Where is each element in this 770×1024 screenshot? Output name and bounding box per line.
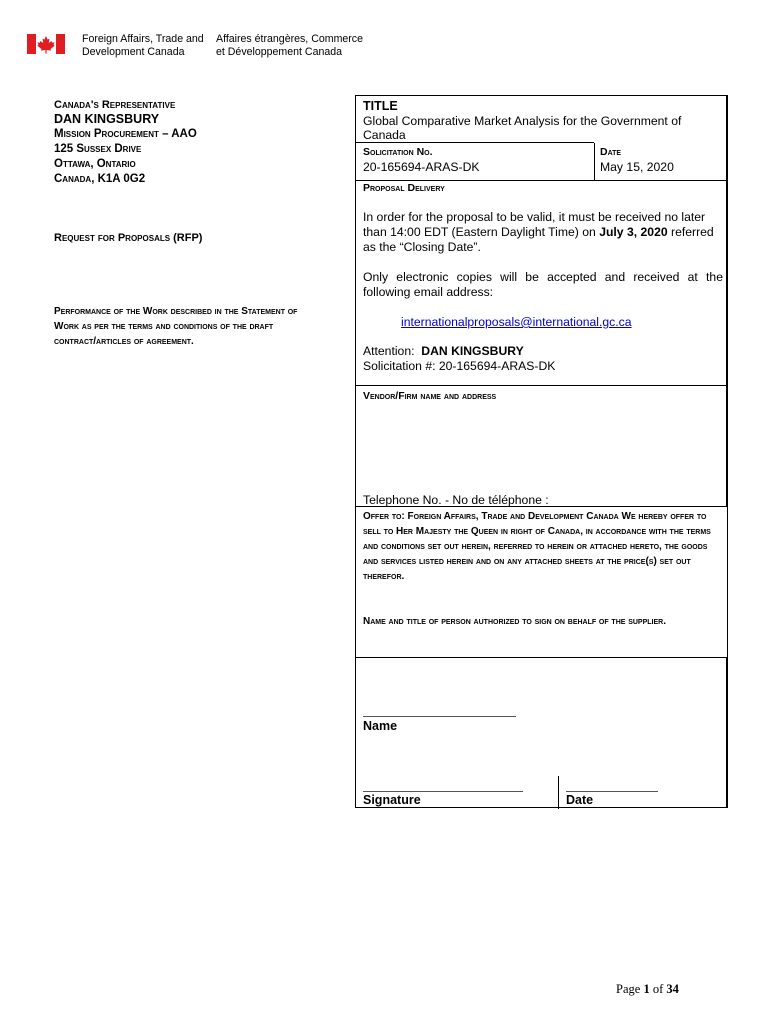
delivery-text: In order for the proposal to be valid, it must be received no later than 14:00 EDT (Eastern Daylight Time) on xyxy=(363,210,706,239)
address-line: Canada, K1A 0G2 xyxy=(54,173,146,185)
vendor-label: Vendor/Firm name and address xyxy=(363,390,497,402)
department-name-french xyxy=(216,33,363,59)
attention-block xyxy=(363,344,555,374)
telephone-field[interactable]: Telephone No. - No de téléphone : xyxy=(363,493,549,507)
proposal-email-link[interactable]: internationalproposals@international.gc.ca xyxy=(401,315,632,329)
date-sign-label: Date xyxy=(566,793,594,807)
department-name-english xyxy=(82,33,204,59)
delivery-text: referred as the “Closing Date”. xyxy=(363,225,714,254)
name-line[interactable] xyxy=(363,716,516,717)
vendor-section xyxy=(355,385,728,507)
electronic-copies-note: Only electronic copies will be accepted and received at the following email address: xyxy=(363,270,723,299)
address-line: Mission Procurement – AAO xyxy=(54,128,197,140)
proposal-delivery-label: Proposal Delivery xyxy=(363,182,445,194)
closing-date: July 3, 2020 xyxy=(599,225,668,239)
date-value: May 15, 2020 xyxy=(600,160,674,174)
signature-label: Signature xyxy=(363,793,421,807)
delivery-instructions xyxy=(363,210,723,255)
name-label: Name xyxy=(363,719,398,733)
date-label: Date xyxy=(600,146,622,158)
attention-name: DAN KINGSBURY xyxy=(421,344,524,358)
divider xyxy=(594,143,595,181)
dept-en-line1: Foreign Affairs, Trade and xyxy=(82,33,204,45)
page-of: of xyxy=(649,982,667,996)
title-value: Global Comparative Market Analysis for the Government of Canada xyxy=(363,114,682,142)
rfp-heading: Request for Proposals (RFP) xyxy=(54,232,203,244)
representative-label: Canada's Representative xyxy=(54,99,176,111)
page-current: 1 xyxy=(643,982,650,996)
page-total: 34 xyxy=(666,982,679,996)
solicitation-label: Solicitation No. xyxy=(363,146,433,158)
performance-statement: Performance of the Work described in the Statement of Work as per the terms and conditions of the draft contract/articles of agreement. xyxy=(54,306,298,347)
dept-en-line2: Development Canada xyxy=(82,46,185,58)
canada-flag-icon xyxy=(27,34,65,54)
signature-section xyxy=(355,657,728,808)
address-line: Ottawa, Ontario xyxy=(54,158,136,170)
offer-section xyxy=(355,506,728,658)
address-line: 125 Sussex Drive xyxy=(54,143,142,155)
page-number xyxy=(616,982,679,997)
solicitation-reference: Solicitation #: 20-165694-ARAS-DK xyxy=(363,359,556,373)
title-section xyxy=(355,95,728,181)
representative-block xyxy=(54,98,324,187)
offer-text: Offer to: Foreign Affairs, Trade and Development Canada We hereby offer to sell to Her Majesty the Queen in right of Canada, in accordance with the terms and conditions set out herein, referred to herein or attached hereto, the goods and services listed herein and on any attached sheets at the price(s) set out therefor. xyxy=(363,511,711,582)
divider xyxy=(356,142,594,143)
signature-line[interactable] xyxy=(363,791,523,792)
date-line[interactable] xyxy=(566,791,658,792)
dept-fr-line2: et Développement Canada xyxy=(216,46,343,58)
authorized-signer-text: Name and title of person authorized to sign on behalf of the supplier. xyxy=(363,616,666,627)
page-prefix: Page xyxy=(616,982,644,996)
solicitation-number: 20-165694-ARAS-DK xyxy=(363,160,480,174)
dept-fr-line1: Affaires étrangères, Commerce xyxy=(216,33,363,45)
title-label: TITLE xyxy=(363,99,398,113)
proposal-delivery-section xyxy=(355,180,728,386)
divider xyxy=(558,776,559,809)
attention-label: Attention: xyxy=(363,344,415,358)
representative-name: DAN KINGSBURY xyxy=(54,112,160,126)
